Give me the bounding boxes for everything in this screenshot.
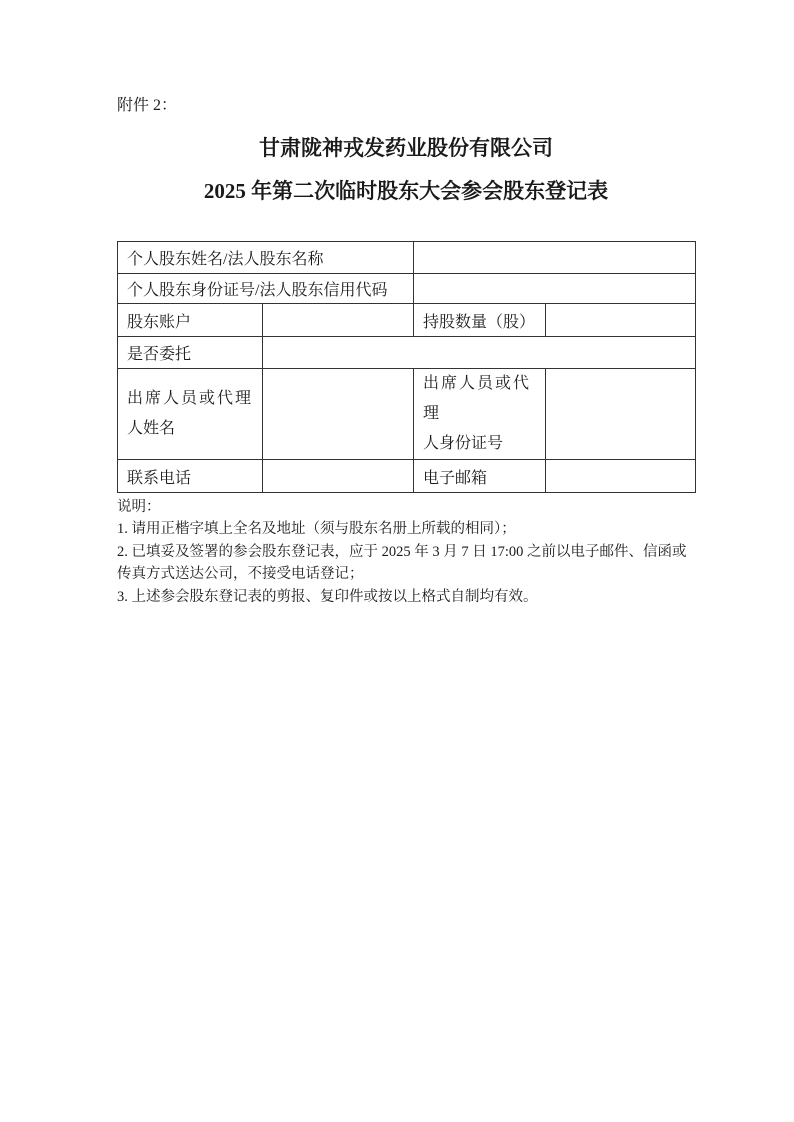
shareholder-name-label: 个人股东姓名/法人股东名称	[118, 242, 414, 274]
account-value-cell	[263, 304, 414, 337]
table-row-shareholder-name	[118, 242, 696, 274]
table-row-attendee	[118, 369, 696, 460]
attendee-name-label	[118, 369, 263, 460]
email-value-cell	[546, 460, 696, 493]
meeting-form-title: 2025 年第二次临时股东大会参会股东登记表	[203, 179, 609, 203]
attendee-id-value-cell	[546, 369, 696, 460]
shares-value-cell	[546, 304, 696, 337]
phone-value-cell	[263, 460, 414, 493]
attachment-label: 附件 2：	[117, 97, 178, 114]
company-title: 甘肃陇神戎发药业股份有限公司	[259, 136, 553, 160]
table-row-proxy	[118, 337, 696, 369]
notes-section	[117, 496, 695, 608]
note-item-3: 3. 上述参会股东登记表的剪报、复印件或按以上格式自制均有效。	[117, 588, 538, 605]
attendee-id-label	[414, 369, 546, 460]
table-row-shareholder-id	[118, 274, 696, 304]
shareholder-id-value-cell	[414, 274, 696, 304]
shareholder-name-value-cell	[414, 242, 696, 274]
attendee-id-label-line2: 人身份证号	[423, 435, 504, 452]
note-item-2: 2. 已填妥及签署的参会股东登记表，应于 2025 年 3 月 7 日 17:00 之前以电子邮件、信函或传真方式送达公司，不接受电话登记；	[117, 543, 687, 583]
page-content	[117, 0, 695, 608]
table-row-contact	[118, 460, 696, 493]
notes-heading: 说明：	[117, 499, 161, 515]
registration-table	[117, 241, 696, 493]
phone-label: 联系电话	[118, 460, 263, 493]
proxy-label: 是否委托	[118, 337, 263, 369]
account-label: 股东账户	[118, 304, 263, 337]
shareholder-id-label: 个人股东身份证号/法人股东信用代码	[118, 274, 414, 304]
note-item-1: 1. 请用正楷字填上全名及地址（须与股东名册上所载的相同）；	[117, 521, 516, 538]
shares-label: 持股数量（股）	[414, 304, 546, 337]
attendee-name-label-line2: 人姓名	[127, 420, 176, 437]
proxy-value-cell	[263, 337, 696, 369]
attendee-name-label-line1: 出席人员或代理	[127, 390, 254, 407]
attendee-id-label-line1: 出席人员或代理	[423, 375, 532, 422]
attendee-name-value-cell	[263, 369, 414, 460]
table-row-account-shares	[118, 304, 696, 337]
email-label: 电子邮箱	[414, 460, 546, 493]
